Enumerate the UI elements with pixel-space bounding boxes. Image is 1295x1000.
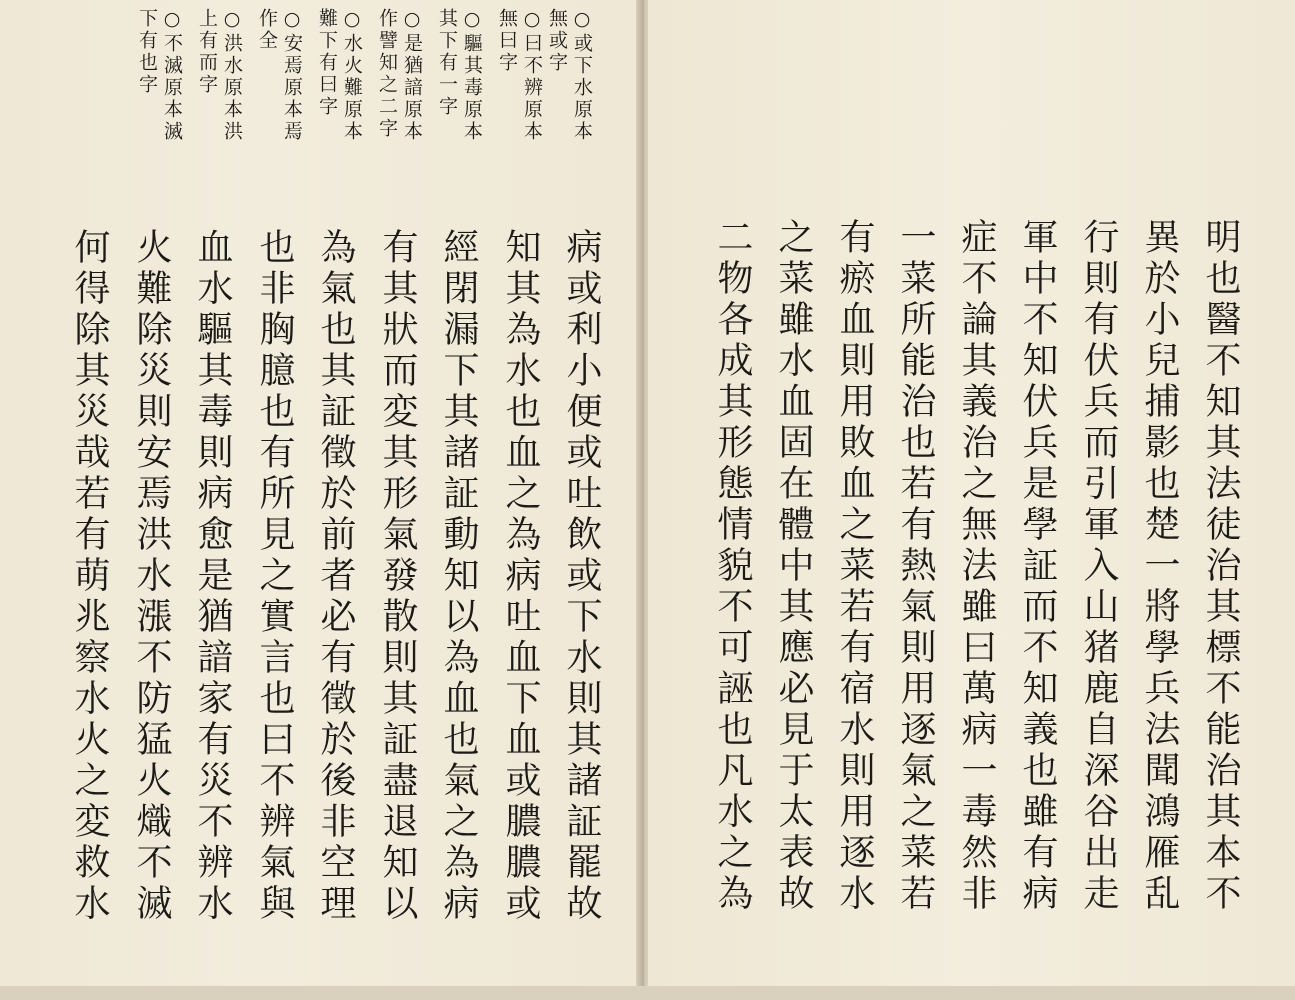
text-column: 火難除災則安焉洪水漲不防猛火熾不滅 bbox=[131, 228, 172, 925]
note-column: ○是猶諳原本 bbox=[401, 8, 423, 143]
note-column: ○水火難原本 bbox=[341, 8, 363, 143]
text-column: 行則有伏兵而引軍入山猪鹿自深谷出走 bbox=[1078, 218, 1119, 915]
show-through bbox=[668, 30, 691, 230]
note-column: 作全 bbox=[256, 8, 278, 52]
text-column: 經閉漏下其諸証動知以為血也氣之為病 bbox=[438, 228, 479, 925]
text-column: 病或利小便或吐飲或下水則其諸証罷故 bbox=[561, 228, 602, 925]
note-column: ○洪水原本洪 bbox=[221, 8, 243, 143]
text-column: 為氣也其証徵於前者必有徵於後非空理 bbox=[315, 228, 356, 925]
page-edge bbox=[0, 986, 1295, 1000]
text-column: 有其狀而変其形氣發散則其証盡退知以 bbox=[377, 228, 418, 925]
note-column: 無曰字 bbox=[496, 8, 518, 74]
note-column: 其下有一字 bbox=[436, 8, 458, 118]
note-column: 難下有曰字 bbox=[316, 8, 338, 118]
text-column: 異於小兒捕影也楚一將學兵法聞鴻雁乱 bbox=[1139, 218, 1180, 915]
text-column: 軍中不知伏兵是學証而不知義也雖有病 bbox=[1017, 218, 1058, 915]
note-column: ○驅其毒原本 bbox=[461, 8, 483, 143]
left-page bbox=[0, 0, 640, 1000]
text-column: 知其為水也血之為病吐血下血或膿膿或 bbox=[500, 228, 541, 925]
right-page bbox=[648, 0, 1295, 1000]
note-column: 無或字 bbox=[546, 8, 568, 74]
note-column: 上有而字 bbox=[196, 8, 218, 96]
note-column: ○安焉原本焉 bbox=[281, 8, 303, 143]
note-column: ○不滅原本滅 bbox=[161, 8, 183, 143]
text-column: 症不論其義治之無法雖曰萬病一毒然非 bbox=[956, 218, 997, 915]
text-column: 之菜雖水血固在體中其應必見于太表故 bbox=[773, 218, 814, 915]
text-column: 明也醫不知其法徒治其標不能治其本不 bbox=[1200, 218, 1241, 915]
note-column: ○或下水原本 bbox=[571, 8, 593, 143]
text-column: 二物各成其形態情貌不可誣也凡水之為 bbox=[712, 218, 753, 915]
text-column: 何得除其災哉若有萌兆察水火之変救水 bbox=[69, 228, 110, 925]
text-column: 也非胸臆也有所見之實言也曰不辨氣與 bbox=[254, 228, 295, 925]
note-column: 作譬知之二字 bbox=[376, 8, 398, 140]
text-column: 血水驅其毒則病愈是猶諳家有災不辨水 bbox=[192, 228, 233, 925]
text-column: 一菜所能治也若有熱氣則用逐氣之菜若 bbox=[895, 218, 936, 915]
note-column: 下有也字 bbox=[136, 8, 158, 96]
text-column: 有瘀血則用敗血之菜若有宿水則用逐水 bbox=[834, 218, 875, 915]
note-column: ○曰不辨原本 bbox=[521, 8, 543, 143]
